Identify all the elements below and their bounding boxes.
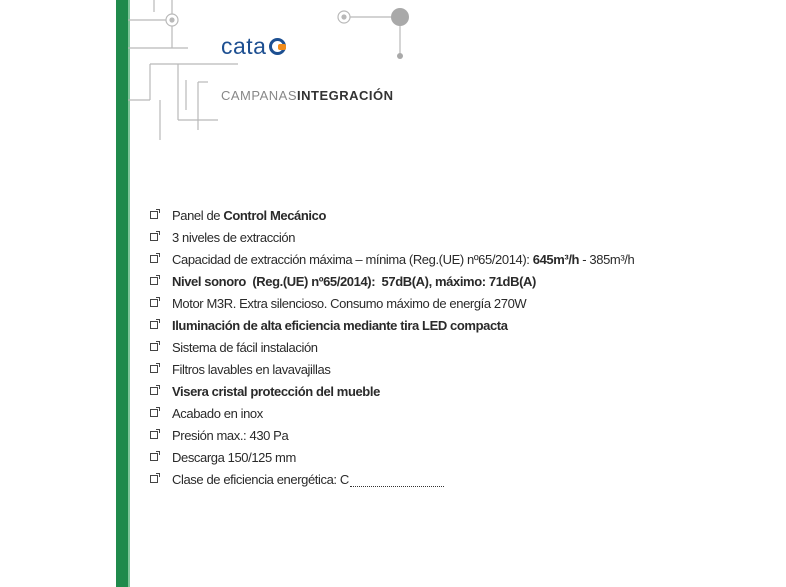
feature-item [150, 293, 634, 315]
feature-text: 3 niveles de extracción [172, 230, 296, 245]
feature-text: Acabado en inox [172, 406, 263, 421]
feature-text: Nivel sonoro (Reg.(UE) nº65/2014): 57dB(A), máximo: 71dB(A) [172, 274, 536, 289]
subtitle-bold: INTEGRACIÓN [297, 88, 394, 103]
feature-item [150, 447, 634, 469]
section-subtitle [221, 88, 394, 103]
feature-item [150, 337, 634, 359]
checkbox-icon [150, 211, 158, 219]
feature-text: - 385m³/h [579, 252, 635, 267]
feature-item [150, 315, 634, 337]
feature-text: Iluminación de alta eficiencia mediante tira LED compacta [172, 318, 508, 333]
feature-text: Capacidad de extracción máxima – mínima (Reg.(UE) nº65/2014): [172, 252, 533, 267]
feature-text: Control Mecánico [223, 208, 327, 223]
feature-text: 645m³/h [532, 252, 580, 267]
checkbox-icon [150, 475, 158, 483]
feature-text: Motor M3R. Extra silencioso. Consumo máximo de energía 270W [172, 296, 527, 311]
feature-text: Filtros lavables en lavavajillas [172, 362, 331, 377]
feature-text: Clase de eficiencia energética: C [172, 472, 349, 487]
feature-item [150, 425, 634, 447]
feature-text: Presión max.: 430 Pa [172, 428, 289, 443]
checkbox-icon [150, 255, 158, 263]
feature-text: Visera cristal protección del mueble [172, 384, 380, 399]
checkbox-icon [150, 453, 158, 461]
feature-item [150, 271, 634, 293]
feature-item [150, 227, 634, 249]
feature-list [150, 205, 634, 491]
checkbox-icon [150, 387, 158, 395]
checkbox-icon [150, 299, 158, 307]
checkbox-icon [150, 343, 158, 351]
checkbox-icon [150, 233, 158, 241]
subtitle-light: CAMPANAS [221, 88, 297, 103]
dotted-line [350, 474, 444, 487]
feature-item [150, 403, 634, 425]
checkbox-icon [150, 431, 158, 439]
green-side-bar [116, 0, 128, 587]
feature-item [150, 205, 634, 227]
checkbox-icon [150, 321, 158, 329]
feature-item [150, 381, 634, 403]
checkbox-icon [150, 277, 158, 285]
logo-text: cata [221, 33, 267, 59]
logo-mark-icon [269, 38, 286, 55]
feature-item [150, 469, 634, 491]
feature-item [150, 359, 634, 381]
checkbox-icon [150, 365, 158, 373]
feature-text: Sistema de fácil instalación [172, 340, 318, 355]
feature-text: Panel de [172, 208, 224, 223]
circuit-decoration [128, 0, 428, 140]
checkbox-icon [150, 409, 158, 417]
cata-logo [221, 33, 286, 60]
feature-item [150, 249, 634, 271]
feature-text: Descarga 150/125 mm [172, 450, 296, 465]
